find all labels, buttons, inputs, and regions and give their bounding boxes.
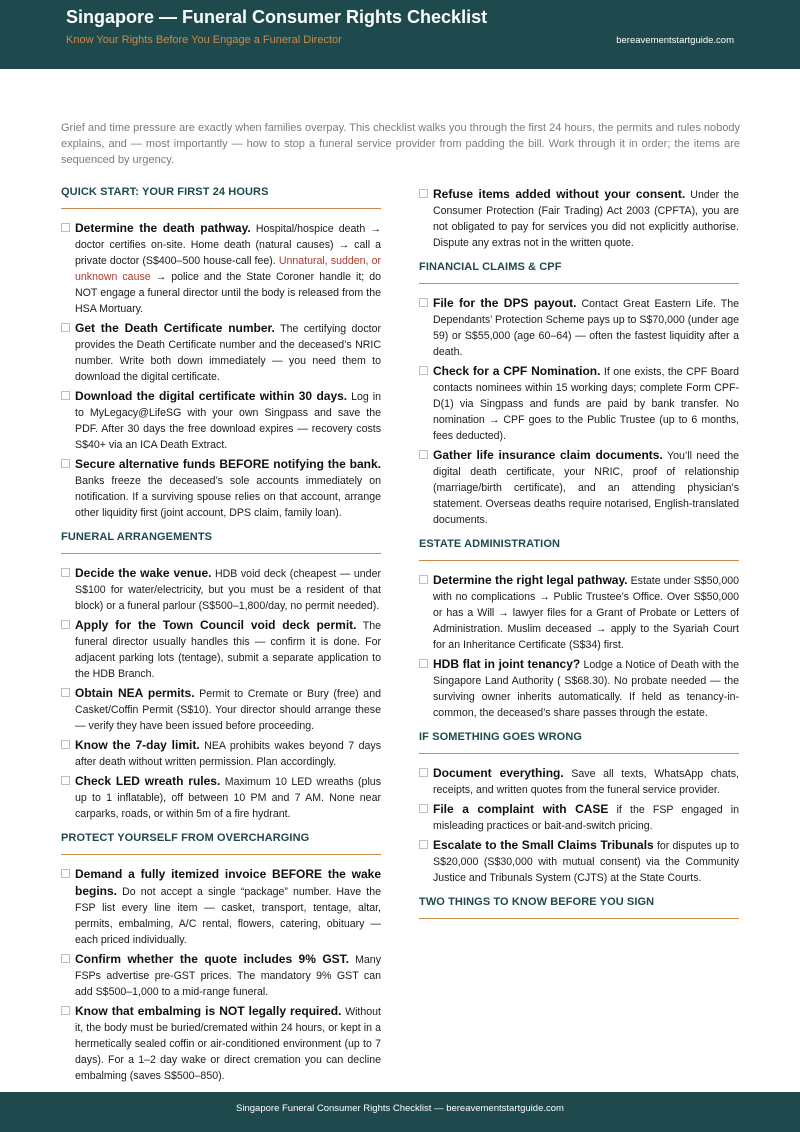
checkbox-icon[interactable] [61,391,70,400]
checklist-item [419,572,739,653]
checkbox-icon[interactable] [419,804,428,813]
right-column [419,186,739,930]
footer-text: Singapore Funeral Consumer Rights Checklist — bereavementstartguide.com [236,1103,564,1114]
item-body: Maximum 10 LED wreaths (plus up to 1 inflatable), off between 10 PM and 7 AM. None near carparks, roads, or within 5m of a fire hydrant. [75,776,381,820]
checkbox-icon[interactable] [419,840,428,849]
checklist-item [61,951,381,1000]
item-body: The funeral director usually handles this — confirm it is done. For adjacent parking lots (tentage), submit a separate application to the HDB Branch. [75,620,381,680]
item-lead: Refuse items added without your consent. [433,187,686,201]
section-funeral-arrangements [61,531,381,822]
item-lead: Decide the wake venue. [75,566,212,580]
checklist-item [61,320,381,385]
item-body: Hospital/hospice death → doctor certifies on-site. Home death (natural causes) → call a private doctor (S$400–500 house-call fee). [75,223,381,267]
left-column [61,186,381,1087]
checklist-item [61,685,381,734]
checklist-item [61,456,381,521]
section-heading: ESTATE ADMINISTRATION [419,538,739,561]
item-body: Save all texts, WhatsApp chats, receipts, and written quotes from the funeral service provider. [433,768,739,796]
section-two-things [419,896,739,919]
checklist-item [61,1003,381,1084]
checkbox-icon[interactable] [61,740,70,749]
checkbox-icon[interactable] [61,223,70,232]
item-body: if the FSP engaged in misleading practices or bait-and-switch pricing. [433,804,740,832]
item-body: Estate under S$50,000 with no complications → Public Trustee’s Office. Over S$50,000 or has a Will → lawyer files for a Grant of Probate or Letters of Administration. Muslim deceased → apply to the Syariah Court for an Inheritance Certificate (S$34) first. [433,575,740,651]
checkbox-icon[interactable] [61,688,70,697]
item-lead: Download the digital certificate within 30 days. [75,389,348,403]
checkbox-icon[interactable] [61,954,70,963]
item-body: Many FSPs advertise pre-GST prices. The mandatory 9% GST can add S$500–1,000 to a mid-range funeral. [75,954,381,998]
item-lead: Gather life insurance claim documents. [433,448,663,462]
page-header [0,0,800,69]
section-heading: PROTECT YOURSELF FROM OVERCHARGING [61,832,381,855]
checklist-item [61,388,381,453]
section-heading: IF SOMETHING GOES WRONG [419,731,739,754]
item-lead: Know the 7-day limit. [75,738,200,752]
item-warning: Unnatural, sudden, or unknown cause [75,255,381,283]
checkbox-icon[interactable] [419,298,428,307]
section-something-wrong [419,731,739,886]
checkbox-icon[interactable] [61,1006,70,1015]
checkbox-icon[interactable] [61,776,70,785]
section-heading: FINANCIAL CLAIMS & CPF [419,261,739,284]
item-lead: Confirm whether the quote includes 9% GST. [75,952,350,966]
item-body: HDB void deck (cheapest — under S$100 for water/electricity, but you must be a resident of that block) or a funeral parlour (S$500–1,800/day, no permit needed). [75,568,381,612]
page-footer [0,1092,800,1132]
item-body: You’ll need the digital death certificate, your NRIC, proof of relationship (marriage/birth certificate), and an attending physician’s statement. Overseas deaths require notarised, English-translated documents. [433,450,739,526]
intro-paragraph: Grief and time pressure are exactly when families overpay. This checklist walks you through the first 24 hours, the permits and rules nobody explains, and — most importantly — how to stop a funeral service provider from padding the bill. Work through it in order; the items are sequenced by urgency. [61,122,740,166]
item-body: If one exists, the CPF Board contacts nominees within 15 working days; complete Form CPF-D(1) via Singpass and funds are paid by bank transfer. No nomination → CPF goes to the Public Trustee (up to 6 months, fees deducted). [433,366,739,442]
item-body: Log in to MyLegacy@LifeSG with your own Singpass and save the PDF. After 30 days the free download expires — recovery costs S$40+ via an ICA Death Extract. [75,391,381,451]
item-lead: Know that embalming is NOT legally required. [75,1004,342,1018]
item-body: Banks freeze the deceased’s sole accounts immediately on notification. If a surviving spouse relies on that account, arrange other liquidity first (joint account, DPS claim, family loan). [75,475,381,519]
item-body: NEA prohibits wakes beyond 7 days after death without written permission. Plan accordingly. [75,740,381,768]
item-lead: Obtain NEA permits. [75,686,195,700]
checklist-item [419,656,739,721]
checkbox-icon[interactable] [61,620,70,629]
checklist-item [61,866,381,948]
checkbox-icon[interactable] [419,366,428,375]
item-body: Do not accept a single “package” number. Have the FSP list every line item — casket, transport, tentage, altar, permits, embalming, A/C rental, flowers, catering, obituary — each priced individually. [75,886,381,946]
checklist-item [61,773,381,822]
item-body: Under the Consumer Protection (Fair Trading) Act 2003 (CPFTA), you are not obligated to pay for services you did not explicitly authorise. Dispute any extras not in the written quote. [433,189,739,249]
checklist-item [61,617,381,682]
item-lead: Get the Death Certificate number. [75,321,275,335]
checkbox-icon[interactable] [61,323,70,332]
checkbox-icon[interactable] [61,869,70,878]
checklist-item [61,737,381,770]
checklist-item [419,295,739,360]
checklist-item [419,837,739,886]
section-protect-yourself-continued [419,186,739,251]
checkbox-icon[interactable] [419,189,428,198]
section-heading: FUNERAL ARRANGEMENTS [61,531,381,554]
item-body: Permit to Cremate or Bury (free) and Casket/Coffin Permit (S$10). Your director should arrange these — verify they have been issued before proceeding. [75,688,381,732]
item-lead: Check LED wreath rules. [75,774,221,788]
checkbox-icon[interactable] [61,568,70,577]
checklist-item [419,363,739,444]
section-estate-administration [419,538,739,721]
item-lead: HDB flat in joint tenancy? [433,657,581,671]
checkbox-icon[interactable] [419,575,428,584]
item-lead: File for the DPS payout. [433,296,577,310]
item-body: The certifying doctor provides the Death Certificate number and the deceased’s NRIC number. Write both down immediately — you need them to download the digital certificate. [75,323,381,383]
checklist-item [61,565,381,614]
item-body: for disputes up to S$20,000 (S$30,000 with mutual consent) via the Community Justice and Tribunals System (CJTS) at the State Courts. [433,840,739,884]
item-lead: Document everything. [433,766,564,780]
item-lead: Escalate to the Small Claims Tribunals [433,838,654,852]
item-lead: Secure alternative funds BEFORE notifying the bank. [75,457,381,471]
item-body: Contact Great Eastern Life. The Dependants’ Protection Scheme pays up to S$70,000 (under age 59) or S$55,000 (age 60–64) — often the fastest liquidity after a death. [433,298,739,358]
checkbox-icon[interactable] [419,450,428,459]
item-lead: Determine the death pathway. [75,221,251,235]
checklist-item [419,186,739,251]
section-financial-claims [419,261,739,528]
item-lead: File a complaint with CASE [433,802,609,816]
site-url: bereavementstartguide.com [616,35,734,46]
checkbox-icon[interactable] [419,659,428,668]
item-lead: Demand a fully itemized invoice BEFORE the wake begins. [75,867,381,898]
item-lead: Apply for the Town Council void deck permit. [75,618,357,632]
checklist-item [419,801,739,834]
page-subtitle: Know Your Rights Before You Engage a Funeral Director [66,34,342,46]
section-heading: QUICK START: YOUR FIRST 24 HOURS [61,186,381,209]
item-tail: → police and the State Coroner handle it; do NOT engage a funeral director until the body is released from the HSA Mortuary. [75,271,381,315]
item-body: Without it, the body must be buried/cremated within 24 hours, or kept in a hermetically sealed coffin or air-conditioned environment (up to 7 days). For a 1–2 day wake or direct cremation you can decline embalming (saves S$500–850). [75,1006,381,1082]
section-protect-yourself [61,832,381,1084]
checklist-item [419,447,739,528]
checkbox-icon[interactable] [61,459,70,468]
section-quick-start [61,186,381,521]
page-title: Singapore — Funeral Consumer Rights Checklist [66,7,488,27]
item-body: Lodge a Notice of Death with the Singapore Land Authority ( S$68.30). No probate needed — the surviving owner inherits automatically. If held as tenancy-in-common, the deceased’s share passes through the estate. [433,659,739,719]
item-lead: Check for a CPF Nomination. [433,364,601,378]
checklist-item [61,220,381,317]
checklist-item [419,765,739,798]
section-heading: TWO THINGS TO KNOW BEFORE YOU SIGN [419,896,739,919]
item-lead: Determine the right legal pathway. [433,573,628,587]
checkbox-icon[interactable] [419,768,428,777]
